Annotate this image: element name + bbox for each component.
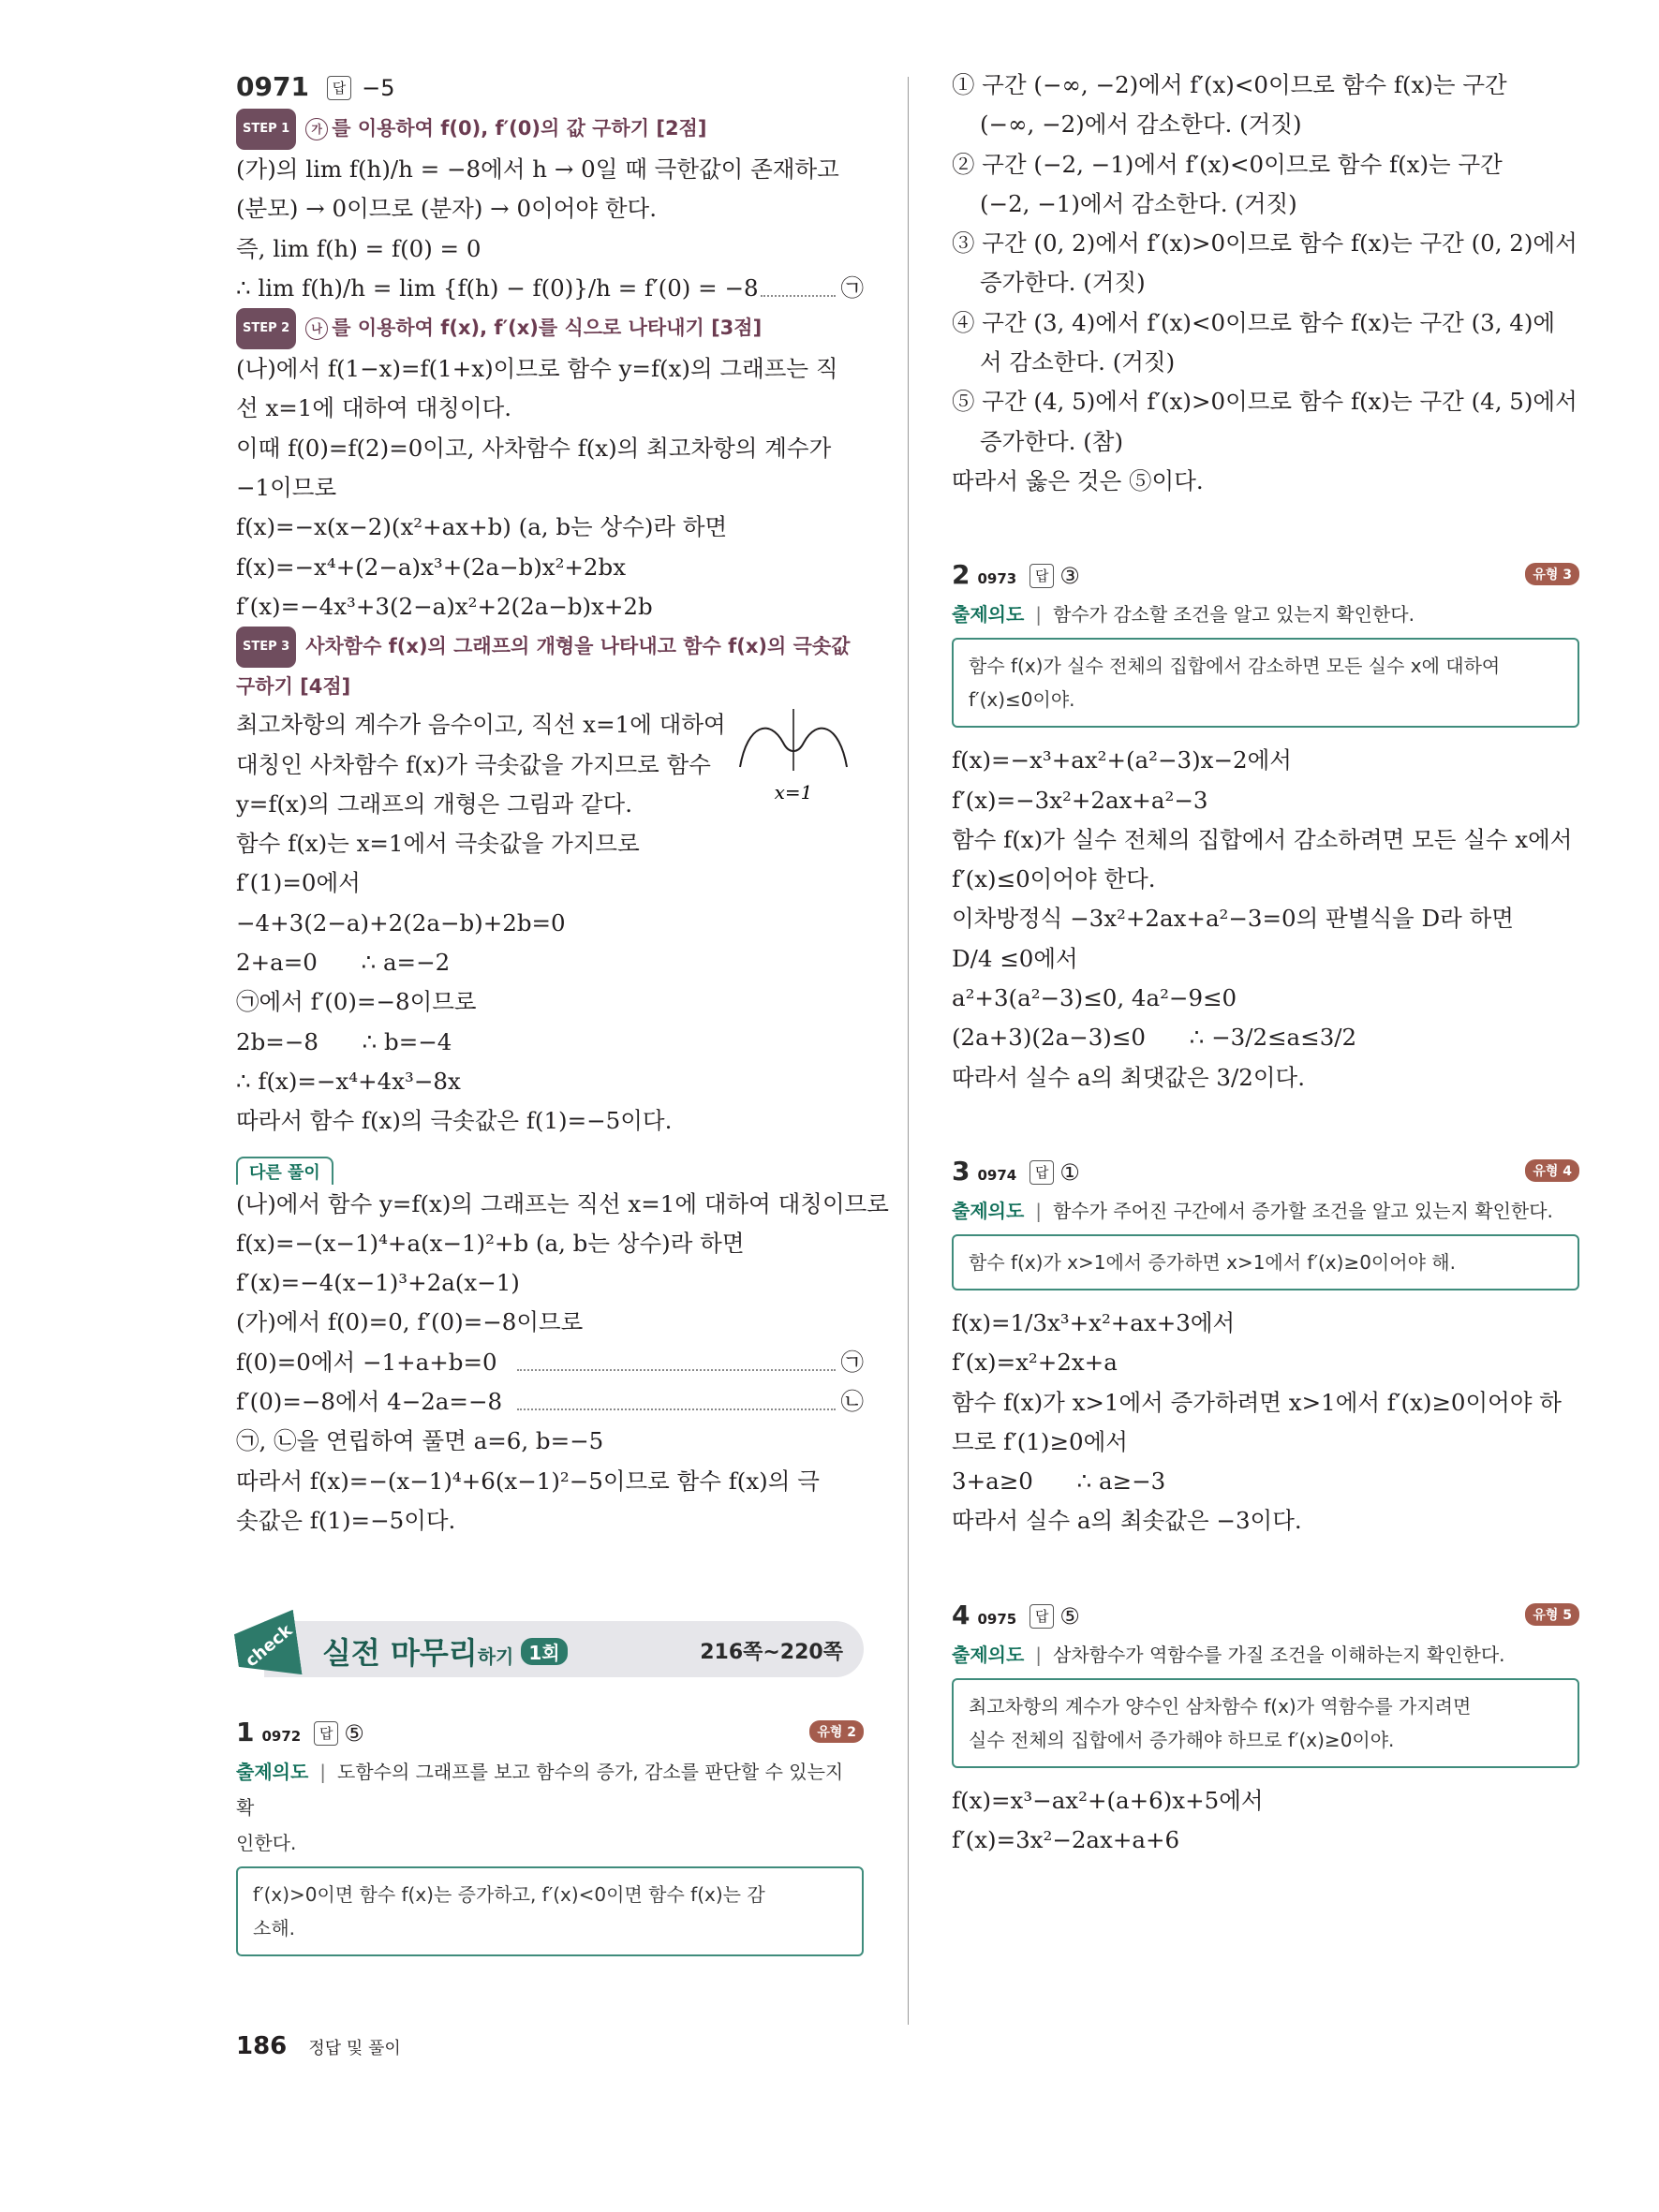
solution-line: 대칭인 사차함수 f(x)가 극솟값을 가지므로 함수 bbox=[236, 750, 711, 778]
solution-line: ① 구간 (−∞, −2)에서 f′(x)<0이므로 함수 f(x)는 구간 bbox=[952, 71, 1507, 98]
solution-line: ㉠, ㉡을 연립하여 풀면 a=6, b=−5 bbox=[236, 1427, 604, 1455]
page-label: 정답 및 풀이 bbox=[308, 2039, 401, 2058]
solution-line: 함수 f(x)가 실수 전체의 집합에서 감소하려면 모든 실수 x에서 bbox=[952, 825, 1573, 853]
solution-line: f(x)=−(x−1)⁴+a(x−1)²+b (a, b는 상수)라 하면 bbox=[236, 1229, 745, 1257]
solution-line: (2a+3)(2a−3)≤0 ∴ −3/2≤a≤3/2 bbox=[952, 1024, 1357, 1052]
solution-line: 따라서 실수 a의 최솟값은 −3이다. bbox=[952, 1507, 1302, 1535]
step3-heading bbox=[236, 627, 864, 705]
hint-box: f′(x)>0이면 함수 f(x)는 증가하고, f′(x)<0이면 함수 f(x)는 감 소해. bbox=[236, 1866, 864, 1956]
condition-marker: 나 bbox=[305, 317, 328, 340]
equation-marker: ㉡ bbox=[840, 1388, 864, 1416]
step-title: 사차함수 f(x)의 그래프의 개형을 나타내고 함수 f(x)의 극솟값 bbox=[305, 635, 851, 658]
solution-line: a²+3(a²−3)≤0, 4a²−9≤0 bbox=[952, 984, 1237, 1012]
step3-body bbox=[236, 705, 864, 1141]
problem-2-header: 2 0973 답 ③ 유형 3 bbox=[952, 553, 1579, 597]
solution-line: 이차방정식 −3x²+2ax+a²−3=0의 판별식을 D라 하면 bbox=[952, 905, 1514, 933]
solution-line: 2b=−8 ∴ b=−4 bbox=[236, 1027, 452, 1055]
solution-line: 함수 f(x)는 x=1에서 극솟값을 가지므로 bbox=[236, 830, 640, 858]
column-divider bbox=[908, 77, 909, 2025]
hint-box: 함수 f(x)가 x>1에서 증가하면 x>1에서 f′(x)≥0이어야 해. bbox=[952, 1234, 1579, 1290]
round-badge: 1회 bbox=[521, 1638, 567, 1665]
solution-line: 솟값은 f(1)=−5이다. bbox=[236, 1506, 456, 1534]
solution-line: ③ 구간 (0, 2)에서 f′(x)>0이므로 함수 f(x)는 구간 (0, 2)에서 bbox=[952, 229, 1578, 258]
solution-line: ∴ f(x)=−x⁴+4x³−8x bbox=[236, 1067, 461, 1095]
intent-line: 출제의도 | 함수가 감소할 조건을 알고 있는지 확인한다. bbox=[952, 603, 1415, 627]
solution-line: 증가한다. (참) bbox=[980, 427, 1124, 455]
solution-line: 서 감소한다. (거짓) bbox=[980, 348, 1176, 376]
hint-box: 함수 f(x)가 실수 전체의 집합에서 감소하면 모든 실수 x에 대하여 f′(x)≤0이야. bbox=[952, 638, 1579, 728]
solution-line: −1이므로 bbox=[236, 474, 337, 502]
solution-line: y=f(x)의 그래프의 개형은 그림과 같다. bbox=[236, 789, 632, 818]
answer-icon: 답 bbox=[327, 76, 351, 100]
problem-number: 0971 bbox=[236, 71, 309, 102]
solution-line: 즉, lim f(h) = f(0) = 0 bbox=[236, 234, 481, 262]
solution-line: 따라서 실수 a의 최댓값은 3/2이다. bbox=[952, 1063, 1305, 1091]
solution-line: (나)에서 함수 y=f(x)의 그래프는 직선 x=1에 대하여 대칭이므로 bbox=[236, 1189, 889, 1217]
intent-line: 출제의도 | 삼차함수가 역함수를 가질 조건을 이해하는지 확인한다. bbox=[952, 1643, 1505, 1666]
solution-line: ⑤ 구간 (4, 5)에서 f′(x)>0이므로 함수 f(x)는 구간 (4, 5)에서 bbox=[952, 388, 1578, 416]
solution-line: f′(0)=−8에서 4−2a=−8 ㉡ bbox=[236, 1382, 864, 1422]
solution-line: f′(x)=−4(x−1)³+2a(x−1) bbox=[236, 1269, 520, 1297]
page-range: 216쪽~220쪽 bbox=[700, 1641, 843, 1665]
solution-line: 므로 f′(1)≥0에서 bbox=[952, 1427, 1128, 1455]
intent-line: 출제의도 | 도함수의 그래프를 보고 함수의 증가, 감소를 판단할 수 있는지 확 bbox=[236, 1761, 844, 1820]
step-badge: STEP 2 bbox=[236, 308, 296, 349]
solution-line: f′(1)=0에서 bbox=[236, 869, 361, 897]
solution-line: 3+a≥0 ∴ a≥−3 bbox=[952, 1467, 1166, 1496]
solution-line: f′(x)≤0이어야 한다. bbox=[952, 865, 1156, 893]
step-badge: STEP 1 bbox=[236, 109, 296, 150]
solution-line: ㉠에서 f′(0)=−8이므로 bbox=[236, 988, 477, 1016]
check-label: check bbox=[242, 1620, 297, 1672]
figure-label: x=1 bbox=[774, 781, 813, 804]
solution-line: f(x)=−x(x−2)(x²+ax+b) (a, b는 상수)라 하면 bbox=[236, 513, 728, 541]
condition-marker: 가 bbox=[305, 118, 328, 140]
solution-line: 2+a=0 ∴ a=−2 bbox=[236, 949, 451, 977]
problem-4-header: 4 0975 답 ⑤ 유형 5 bbox=[952, 1594, 1579, 1637]
solution-line: ② 구간 (−2, −1)에서 f′(x)<0이므로 함수 f(x)는 구간 bbox=[952, 150, 1503, 178]
left-column bbox=[236, 66, 889, 1969]
step-title: 를 이용하여 f(x), f′(x)를 식으로 나타내기 [3점] bbox=[332, 317, 763, 340]
intent-line: 출제의도 | 함수가 주어진 구간에서 증가할 조건을 알고 있는지 확인한다. bbox=[952, 1199, 1553, 1222]
solution-line: ∴ lim f(h)/h = lim {f(h) − f(0)}/h = f′(0) = −8 ㉠ bbox=[236, 269, 864, 308]
page-number: 186 bbox=[236, 2032, 288, 2060]
step2-heading bbox=[236, 308, 864, 349]
answer-icon: 답 bbox=[1029, 1160, 1054, 1185]
solution-line: 선 x=1에 대하여 대칭이다. bbox=[236, 394, 512, 422]
right-column bbox=[952, 66, 1579, 1860]
solution-line: (−∞, −2)에서 감소한다. (거짓) bbox=[980, 111, 1302, 139]
solution-line: f(x)=1/3x³+x²+ax+3에서 bbox=[952, 1308, 1236, 1336]
solution-line: f(x)=−x³+ax²+(a²−3)x−2에서 bbox=[952, 746, 1292, 774]
solution-line: f′(x)=−4x³+3(2−a)x²+2(2a−b)x+2b bbox=[236, 592, 653, 620]
solution-line: (분모) → 0이므로 (분자) → 0이어야 한다. bbox=[236, 195, 657, 223]
problem-3-header: 3 0974 답 ① 유형 4 bbox=[952, 1150, 1579, 1193]
solution-line: −4+3(2−a)+2(2a−b)+2b=0 bbox=[236, 908, 566, 936]
page-footer bbox=[236, 2032, 401, 2060]
type-badge: 유형 3 bbox=[1525, 563, 1579, 585]
equation-marker: ㉠ bbox=[840, 1348, 864, 1376]
alternative-solution-label: 다른 풀이 bbox=[236, 1157, 333, 1185]
solution-line: 이때 f(0)=f(2)=0이고, 사차함수 f(x)의 최고차항의 계수가 bbox=[236, 434, 832, 462]
intent-line-cont: 인한다. bbox=[236, 1832, 297, 1855]
problem-0971-header bbox=[236, 66, 864, 109]
solution-line: 함수 f(x)가 x>1에서 증가하려면 x>1에서 f′(x)≥0이어야 하 bbox=[952, 1388, 1562, 1416]
type-badge: 유형 2 bbox=[809, 1720, 864, 1743]
solution-line: f′(x)=−3x²+2ax+a²−3 bbox=[952, 786, 1208, 814]
answer-icon: 답 bbox=[314, 1721, 338, 1746]
solution-line: (가)의 lim f(h)/h = −8에서 h → 0일 때 극한값이 존재하고 bbox=[236, 155, 839, 183]
step-badge: STEP 3 bbox=[236, 627, 296, 668]
answer-value: −5 bbox=[362, 75, 395, 101]
solution-line: (가)에서 f(0)=0, f′(0)=−8이므로 bbox=[236, 1308, 584, 1336]
solution-line: ④ 구간 (3, 4)에서 f′(x)<0이므로 함수 f(x)는 구간 (3, 4)에 bbox=[952, 308, 1556, 336]
solution-line: 증가한다. (거짓) bbox=[980, 269, 1146, 297]
banner-title: 실전 마무리하기 1회 bbox=[322, 1630, 568, 1673]
solution-line: (나)에서 f(1−x)=f(1+x)이므로 함수 y=f(x)의 그래프는 직 bbox=[236, 355, 838, 383]
equation-marker: ㉠ bbox=[840, 273, 864, 302]
solution-line: f(0)=0에서 −1+a+b=0 ㉠ bbox=[236, 1343, 864, 1382]
answer-icon: 답 bbox=[1029, 564, 1054, 588]
answer-icon: 답 bbox=[1029, 1604, 1054, 1629]
solution-line: 최고차항의 계수가 음수이고, 직선 x=1에 대하여 bbox=[236, 711, 726, 739]
hint-box: 최고차항의 계수가 양수인 삼차함수 f(x)가 역함수를 가지려면 실수 전체의 집합에서 증가해야 하므로 f′(x)≥0이야. bbox=[952, 1678, 1579, 1768]
solution-line: (−2, −1)에서 감소한다. (거짓) bbox=[980, 189, 1297, 217]
section-banner bbox=[236, 1621, 864, 1683]
solution-line: D/4 ≤0에서 bbox=[952, 944, 1078, 972]
solution-line: f′(x)=3x²−2ax+a+6 bbox=[952, 1826, 1180, 1854]
solution-line: f′(x)=x²+2x+a bbox=[952, 1349, 1118, 1377]
step-title-cont: 구하기 [4점] bbox=[236, 675, 351, 699]
problem-1-header: 1 0972 답 ⑤ 유형 2 bbox=[236, 1711, 864, 1754]
step-title: 를 이용하여 f(0), f′(0)의 값 구하기 [2점] bbox=[332, 117, 707, 140]
solution-line: f(x)=−x⁴+(2−a)x³+(2a−b)x²+2bx bbox=[236, 553, 627, 581]
type-badge: 유형 4 bbox=[1525, 1159, 1579, 1182]
solution-line: 따라서 함수 f(x)의 극솟값은 f(1)=−5이다. bbox=[236, 1107, 673, 1135]
solution-line: 따라서 옳은 것은 ⑤이다. bbox=[952, 466, 1204, 494]
type-badge: 유형 5 bbox=[1525, 1603, 1579, 1626]
step1-heading bbox=[236, 109, 864, 150]
solution-line: 따라서 f(x)=−(x−1)⁴+6(x−1)²−5이므로 함수 f(x)의 극 bbox=[236, 1467, 820, 1495]
solution-line: f(x)=x³−ax²+(a+6)x+5에서 bbox=[952, 1786, 1264, 1814]
